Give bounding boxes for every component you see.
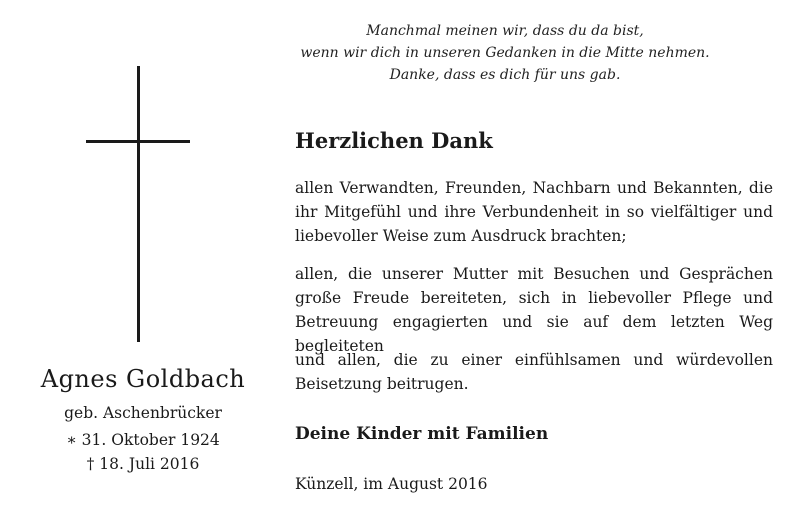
poem <box>275 20 735 86</box>
birth-date: ∗ 31. Oktober 1924 <box>66 431 220 449</box>
thanks-paragraph: allen, die unserer Mutter mit Besuchen und Gesprächen große Freude bereiteten, sich in liebevoller Pflege und Betreuung engagierten und sie auf dem letzten Weg begleiteten <box>295 265 773 355</box>
cross-horizontal-bar <box>86 140 190 143</box>
place-date: Künzell, im August 2016 <box>295 475 488 493</box>
heading: Herzlichen Dank <box>295 128 493 153</box>
maiden-name: geb. Aschenbrücker <box>64 404 222 422</box>
thanks-paragraph: allen Verwandten, Freunden, Nachbarn und Bekannten, die ihr Mitgefühl und ihre Verbundenheit in so vielfältiger und liebevoller Weise zum Ausdruck brachten; <box>295 179 773 245</box>
poem-line: Danke, dass es dich für uns gab. <box>389 67 621 83</box>
signature: Deine Kinder mit Familien <box>295 424 549 444</box>
death-date: † 18. Juli 2016 <box>86 455 200 473</box>
cross-vertical-bar <box>137 66 140 342</box>
poem-line: wenn wir dich in unseren Gedanken in die Mitte nehmen. <box>300 45 710 61</box>
deceased-name: Agnes Goldbach <box>40 365 246 393</box>
poem-line: Manchmal meinen wir, dass du da bist, <box>366 23 644 39</box>
thanks-paragraph: und allen, die zu einer einfühlsamen und würdevollen Beisetzung beitrugen. <box>295 351 773 393</box>
